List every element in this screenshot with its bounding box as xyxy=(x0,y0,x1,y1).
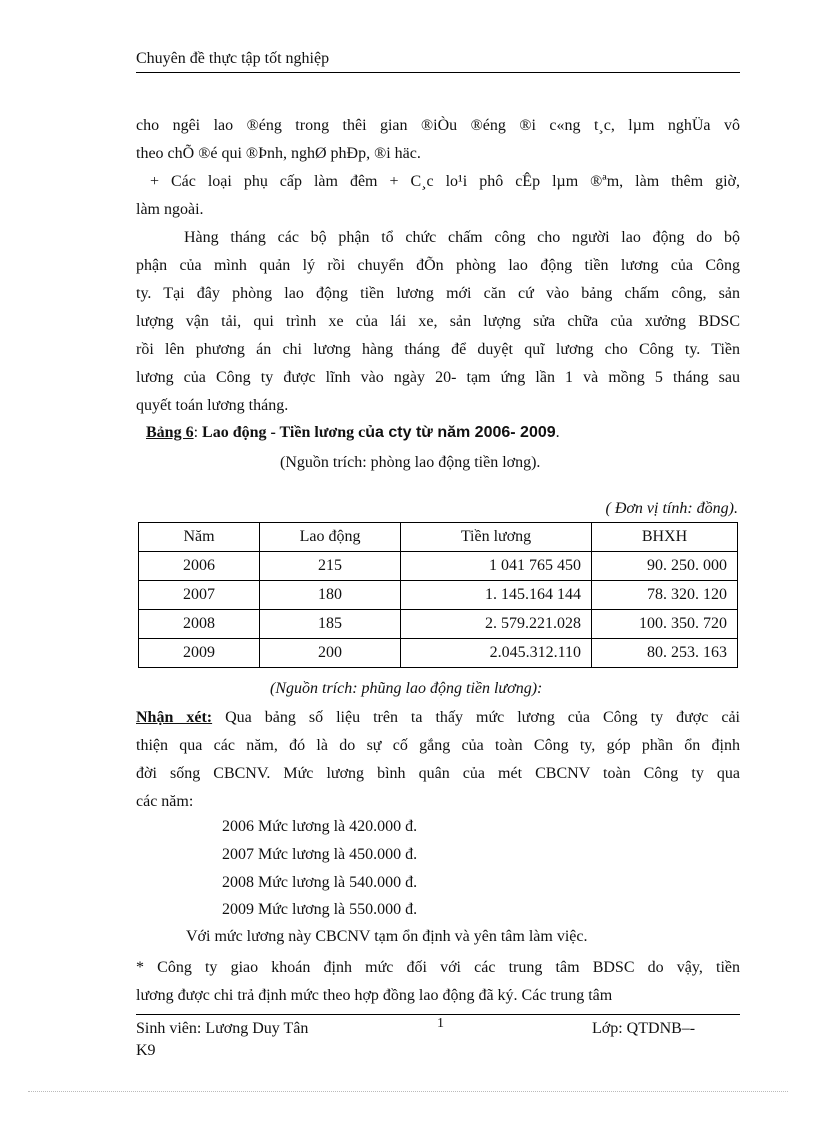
cell-labor: 200 xyxy=(260,639,401,668)
text-line: lương được chi trả định mức theo hợp đồng lao động đã ký. Các trung tâm xyxy=(136,987,613,1004)
header-salary: Tiền lương xyxy=(401,523,592,552)
table-caption-text-a: Lao động - Tiền lương c xyxy=(202,424,366,441)
remark-first-line: Qua bảng số liệu trên ta thấy mức lương của Công ty được cải xyxy=(212,709,740,726)
salary-2009: 2009 Mức lương là 550.000 đ. xyxy=(222,901,418,918)
text-line: + Các loại phụ cấp làm đêm + C¸c lo¹i phô cÊp lµm ®ªm, làm thêm giờ, xyxy=(150,173,740,190)
source-note-bottom: (Nguồn trích: phũng lao động tiền lương): xyxy=(270,680,543,697)
table-caption-label: Bảng 6 xyxy=(146,424,194,441)
cell-insurance: 90. 250. 000 xyxy=(592,552,738,581)
header-divider xyxy=(136,72,740,73)
text-line: lượng vận tải, qui trình xe của lái xe, sản lượng sửa chữa của xưởng BDSC xyxy=(136,313,740,330)
footer-class: Lớp: QTDNB–- xyxy=(592,1020,696,1037)
table-header-row xyxy=(139,523,738,552)
salary-2007: 2007 Mức lương là 450.000 đ. xyxy=(222,846,418,863)
header-insurance: BHXH xyxy=(592,523,738,552)
text-line: thiện qua các năm, đó là do sự cố gắng của toàn Công ty, góp phần ổn định xyxy=(136,737,740,754)
text-line: rồi lên phương án chi lương hàng tháng để duyệt quĩ lương cho Công ty. Tiền xyxy=(136,341,740,358)
page-number: 1 xyxy=(437,1016,444,1031)
text-line: quyết toán lương tháng. xyxy=(136,397,289,414)
table-row xyxy=(139,552,738,581)
table-row xyxy=(139,610,738,639)
text-line: cho ngêi lao ®éng trong thêi gian ®iÒu ®éng ®i c«ng t¸c, lµm nghÜa vô xyxy=(136,117,740,134)
text-line xyxy=(136,704,740,732)
cell-year: 2008 xyxy=(139,610,260,639)
text-line: theo chÕ ®é qui ®Þnh, nghØ phÐp, ®i häc. xyxy=(136,145,421,162)
header-title: Chuyên đề thực tập tốt nghiệp xyxy=(136,50,330,67)
closing-sentence: Với mức lương này CBCNV tạm ổn định và yên tâm làm việc. xyxy=(186,928,588,945)
table-row xyxy=(139,581,738,610)
note-paragraph xyxy=(136,954,740,1010)
page-edge-divider xyxy=(28,1091,788,1092)
table-caption-text-b: ủa cty từ năm 2006- 2009 xyxy=(365,424,556,441)
cell-labor: 185 xyxy=(260,610,401,639)
cell-year: 2009 xyxy=(139,639,260,668)
text-line: lương của Công ty được lĩnh vào ngày 20- tạm ứng lần 1 và mồng 5 tháng sau xyxy=(136,369,740,386)
text-line: đời sống CBCNV. Mức lương bình quân của mét CBCNV toàn Công ty qua xyxy=(136,765,740,782)
cell-labor: 180 xyxy=(260,581,401,610)
cell-salary: 1. 145.164 144 xyxy=(401,581,592,610)
source-note-top: (Nguồn trích: phòng lao động tiền lơng). xyxy=(280,454,541,471)
text-line: các năm: xyxy=(136,793,194,810)
intro-paragraph xyxy=(136,112,740,420)
cell-labor: 215 xyxy=(260,552,401,581)
text-line: ty. Tại đây phòng lao động tiền lương mới căn cứ vào bảng chấm công, sản xyxy=(136,285,740,302)
salary-2008: 2008 Mức lương là 540.000 đ. xyxy=(222,874,418,891)
caption-colon: : xyxy=(193,424,199,441)
text-line: Hàng tháng các bộ phận tổ chức chấm công cho người lao động do bộ xyxy=(184,229,740,246)
header-year: Năm xyxy=(139,523,260,552)
text-line: * Công ty giao khoán định mức đối với các trung tâm BDSC do vậy, tiền xyxy=(136,959,740,976)
cell-insurance: 100. 350. 720 xyxy=(592,610,738,639)
salary-2006: 2006 Mức lương là 420.000 đ. xyxy=(222,818,418,835)
labor-salary-table xyxy=(138,522,738,668)
cell-year: 2006 xyxy=(139,552,260,581)
cell-insurance: 80. 253. 163 xyxy=(592,639,738,668)
header-labor: Lao động xyxy=(260,523,401,552)
table-caption xyxy=(146,424,560,442)
footer-student-cont: K9 xyxy=(136,1042,156,1059)
cell-year: 2007 xyxy=(139,581,260,610)
table-row xyxy=(139,639,738,668)
cell-insurance: 78. 320. 120 xyxy=(592,581,738,610)
remark-label: Nhận xét: xyxy=(136,709,213,726)
remark-paragraph xyxy=(136,704,740,816)
footer-divider xyxy=(136,1014,740,1015)
cell-salary: 2. 579.221.028 xyxy=(401,610,592,639)
footer-student: Sinh viên: Lương Duy Tân xyxy=(136,1020,309,1037)
caption-end: . xyxy=(555,424,560,441)
text-line: làm ngoài. xyxy=(136,201,204,218)
cell-salary: 2.045.312.110 xyxy=(401,639,592,668)
unit-note: ( Đơn vị tính: đồng). xyxy=(605,500,738,517)
cell-salary: 1 041 765 450 xyxy=(401,552,592,581)
text-line: phận của mình quản lý rồi chuyển đÕn phòng lao động tiền lương của Công xyxy=(136,257,740,274)
